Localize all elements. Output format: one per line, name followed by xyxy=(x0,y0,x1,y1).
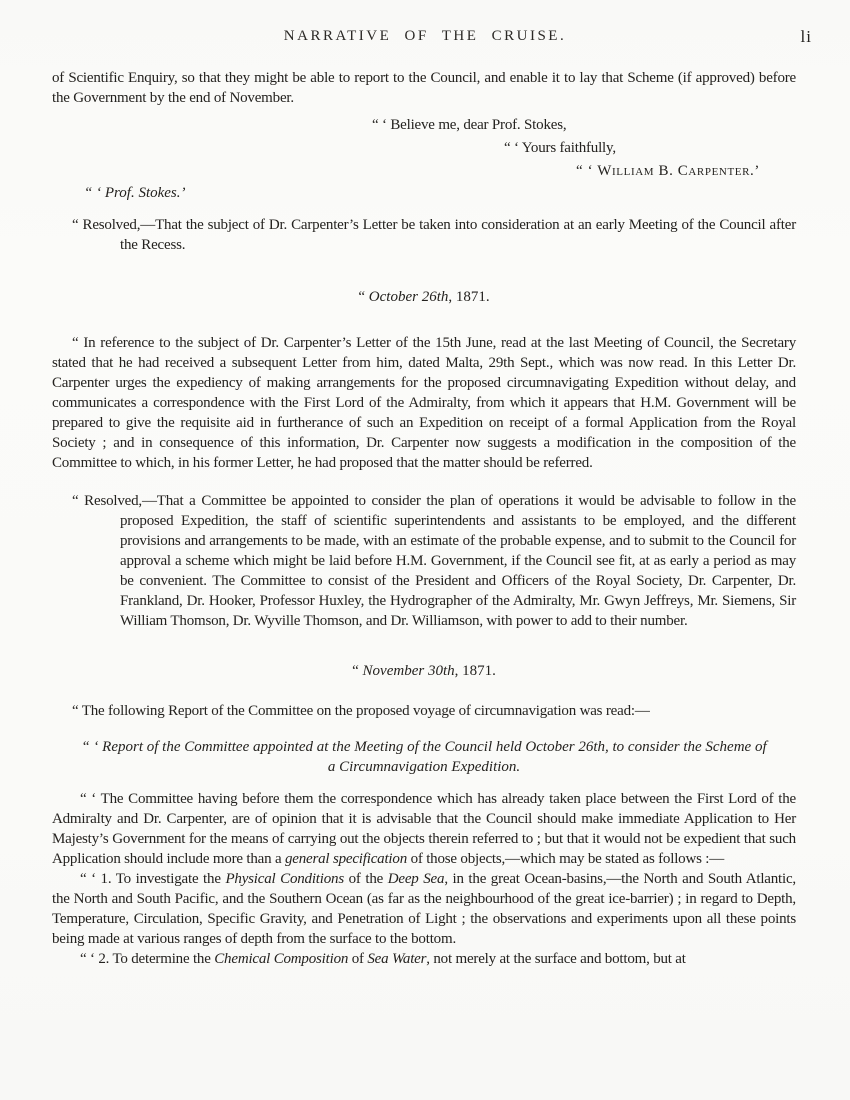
item1-italic-physical-conditions: Physical Conditions xyxy=(225,871,344,887)
paragraph-committee-opinion xyxy=(52,789,796,869)
open-quote: “ xyxy=(358,289,369,305)
resolution-committee: “ Resolved,—That a Committee be appointed to consider the plan of operations it would be advisable to follow in the proposed Expedition, the staff of scientific superintendents and assistants to be employed, and the different provisions and arrangements to be made, with an estimate of the probable expense, and to submit to the Council for approval a scheme which might be laid before H.M. Government, if the Council see fit, at as early a period as may be convenient. The Committee to consist of the President and Officers of the Royal Society, Dr. Carpenter, Dr. Frankland, Dr. Hooker, Professor Huxley, the Hydrographer of the Admiralty, Mr. Gwyn Jeffreys, Mr. Siemens, Sir William Thomson, Dr. Wyville Thomson, and Dr. Williamson, with power to add to their number. xyxy=(72,493,796,629)
item1-mid: of the xyxy=(343,871,388,887)
closing-line-believe: “ ‘ Believe me, dear Prof. Stokes, xyxy=(372,117,567,133)
report-title: “ ‘ Report of the Committee appointed at the Meeting of the Council held October 26th, to consider the Scheme of a Circumnavigation Expedition. xyxy=(81,739,767,775)
paragraph-october-minutes: “ In reference to the subject of Dr. Carpenter’s Letter of the 15th June, read at the last Meeting of Council, the Secretary stated that he had received a subsequent Letter from him, dated Malta, 29th Sept., which was now read. In this Letter Dr. Carpenter urges the expediency of making arrangements for the proposed circumnavigating Expedition without delay, and communicates a correspondence with the First Lord of the Admiralty, from which it appears that H.M. Government will be prepared to give the requisite aid in furtherance of such an Expedition on receipt of a formal Application from the Royal Society ; and in consequence of this information, Dr. Carpenter now suggests a modification in the composition of the Committee to which, in his former Letter, he had proposed that the matter should be referred. xyxy=(52,335,796,471)
meeting-year-october: , 1871. xyxy=(448,289,490,305)
item2-italic-chemical-composition: Chemical Composition xyxy=(214,951,349,967)
paragraph-report-read: “ The following Report of the Committee on the proposed voyage of circumnavigation was read:— xyxy=(72,703,650,719)
letter-addressee: “ ‘ Prof. Stokes.’ xyxy=(84,185,186,201)
page-title: NARRATIVE OF THE CRUISE. xyxy=(283,28,567,44)
item2-italic-sea-water: Sea Water xyxy=(367,951,427,967)
opinion-italic-phrase: general specification xyxy=(284,851,408,867)
meeting-heading-november xyxy=(52,661,796,681)
item2-mid: of xyxy=(348,951,368,967)
item1-rest: , in the great Ocean-basins,—the North and South Atlantic, the North and South Pacific, and the Southern Ocean (as far as the neighbourhood of the great ice-barrier) ; in regard to Depth, Temperature, Circulation, Specific Gravity, and Penetration of Light ; the observations and experiments upon all these points being made at various ranges of depth from the surface to the bottom. xyxy=(52,871,796,947)
item1-lead: “ ‘ 1. To investigate the xyxy=(80,871,226,887)
meeting-year-november: , 1871. xyxy=(454,663,496,679)
closing-line-yours: “ ‘ Yours faithfully, xyxy=(504,140,616,156)
paragraph-intro: of Scientific Enquiry, so that they might be able to report to the Council, and enable it to lay that Scheme (if approved) before the Government by the end of November. xyxy=(52,70,796,106)
page-content xyxy=(52,68,796,969)
item2-rest: , not merely at the surface and bottom, but at xyxy=(426,951,686,967)
page-number: li xyxy=(800,27,812,46)
running-header xyxy=(0,28,850,45)
signature-name: “ ‘ William B. Carpenter.’ xyxy=(576,163,760,179)
report-item-2 xyxy=(52,949,796,969)
meeting-date-november: November 30th xyxy=(362,663,455,679)
meeting-heading-october xyxy=(52,287,796,307)
item1-italic-deep-sea: Deep Sea xyxy=(387,871,445,887)
open-quote: “ xyxy=(352,663,363,679)
letter-closing xyxy=(52,114,796,183)
opinion-text-end: of those objects,—which may be stated as follows :— xyxy=(407,851,725,867)
resolution-recess: “ Resolved,—That the subject of Dr. Carpenter’s Letter be taken into consideration at an early Meeting of the Council after the Recess. xyxy=(72,217,796,253)
report-item-1 xyxy=(52,869,796,949)
meeting-date-october: October 26th xyxy=(368,289,449,305)
opinion-text-start: “ ‘ The Committee having before them the correspondence which has already taken place between the First Lord of the Admiralty and Dr. Carpenter, are of opinion that it is advisable that the Council should make immediate Application to Her Majesty’s Government for the means of carrying out the objects therein referred to ; but that it would not be expedient that such Application should include more than a xyxy=(52,791,796,867)
closing-line-signature xyxy=(52,160,796,183)
item2-lead: “ ‘ 2. To determine the xyxy=(80,951,215,967)
